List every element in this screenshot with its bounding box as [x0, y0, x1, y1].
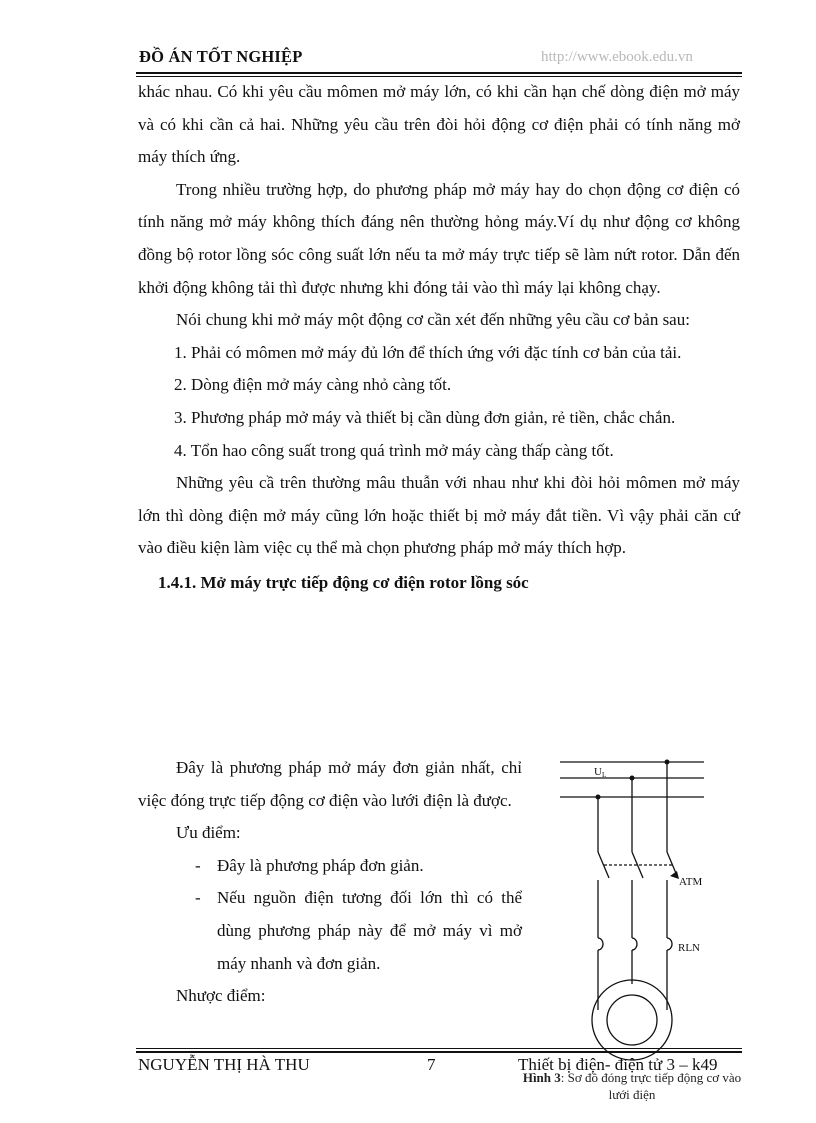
footer-rule	[136, 1051, 742, 1053]
list-item: 3. Phương pháp mở máy và thiết bị cần dùng đơn giản, rẻ tiền, chắc chắn.	[174, 407, 676, 427]
breaker-contact	[598, 852, 609, 878]
paragraph: Đây là phương pháp mở máy đơn giản nhất, chỉ việc đóng trực tiếp động cơ điện vào lưới điện là được.	[138, 758, 522, 810]
main-text	[138, 76, 740, 600]
figure-caption	[522, 1069, 742, 1103]
dash-marker: -	[195, 888, 201, 908]
section-heading: 1.4.1. Mở máy trực tiếp động cơ điện rotor lồng sóc	[158, 572, 529, 592]
header-rule	[136, 72, 742, 74]
paragraph: Những yêu cầ trên thường mâu thuẫn với nhau như khi đòi hỏi mômen mở máy lớn thì dòng điện mở máy cũng lớn hoặc thiết bị mở máy đắt tiền. Vì vậy phải căn cứ vào điều kiện làm việc cụ thể mà chọn phương pháp mở máy thích hợp.	[138, 473, 740, 558]
junction-dot	[665, 760, 670, 765]
footer-rule-thin	[136, 1048, 742, 1049]
motor-inner	[607, 995, 657, 1045]
list-item: 4. Tổn hao công suất trong quá trình mở máy càng thấp càng tốt.	[174, 440, 614, 460]
caption-text: : Sơ đồ đóng trực tiếp động cơ vào lưới điện	[560, 1070, 742, 1102]
relay-element	[667, 938, 672, 950]
page-number: 7	[427, 1055, 436, 1074]
header-title: ĐỒ ÁN TỐT NGHIỆP	[139, 47, 303, 66]
advantages-label: Ưu điểm:	[176, 823, 241, 843]
left-column-text	[138, 752, 522, 1013]
list-item	[138, 882, 522, 980]
list-item: 1. Phải có mômen mở máy đủ lớn để thích ứng với đặc tính cơ bản của tải.	[174, 342, 682, 362]
list-item-text: Nếu nguồn điện tương đối lớn thì có thể dùng phương pháp này để mở máy vì mở máy nhanh và đơn giản.	[217, 888, 522, 973]
paragraph: Trong nhiều trường hợp, do phương pháp mở máy hay do chọn động cơ điện có tính năng mở máy không thích đáng nên thường hỏng máy.Ví dụ như động cơ không đồng bộ rotor lồng sóc công suất lớn nếu ta mở máy trực tiếp sẽ làm nứt rotor. Dẫn đến khởi động không tải thì được nhưng khi đóng tải vào thì máy lại không chạy.	[138, 179, 740, 297]
disadvantages-label: Nhược điểm:	[176, 986, 266, 1006]
breaker-arrow	[670, 871, 679, 879]
junction-dot	[596, 795, 601, 800]
paragraph: khác nhau. Có khi yêu cầu mômen mở máy lớn, có khi cần hạn chế dòng điện mở máy và có khi cần cả hai. Những yêu cầu trên đòi hỏi động cơ điện phải có tính năng mở máy thích ứng.	[138, 82, 740, 167]
paragraph: Nói chung khi mở máy một động cơ cần xét đến những yêu cầu cơ bản sau:	[176, 310, 690, 330]
footer-course: Thiết bị điện- điện tử 3 – k49	[518, 1055, 718, 1074]
list-item	[138, 850, 522, 883]
dash-marker: -	[195, 855, 201, 875]
circuit-diagram	[552, 752, 752, 1062]
list-item: 2. Dòng điện mở máy càng nhỏ càng tốt.	[174, 375, 452, 395]
relay-element	[598, 938, 603, 950]
relay-element	[632, 938, 637, 950]
caption-label: Hình 3	[522, 1070, 561, 1085]
label-atm: ATM	[679, 876, 703, 888]
header-url: http://www.ebook.edu.vn	[541, 49, 693, 65]
label-rln: RLN	[678, 942, 700, 954]
label-ul: UL	[594, 766, 607, 779]
junction-dot	[630, 776, 635, 781]
list-item-text: Đây là phương pháp đơn giản.	[217, 855, 424, 875]
footer-author: NGUYỄN THỊ HÀ THU	[138, 1055, 310, 1074]
